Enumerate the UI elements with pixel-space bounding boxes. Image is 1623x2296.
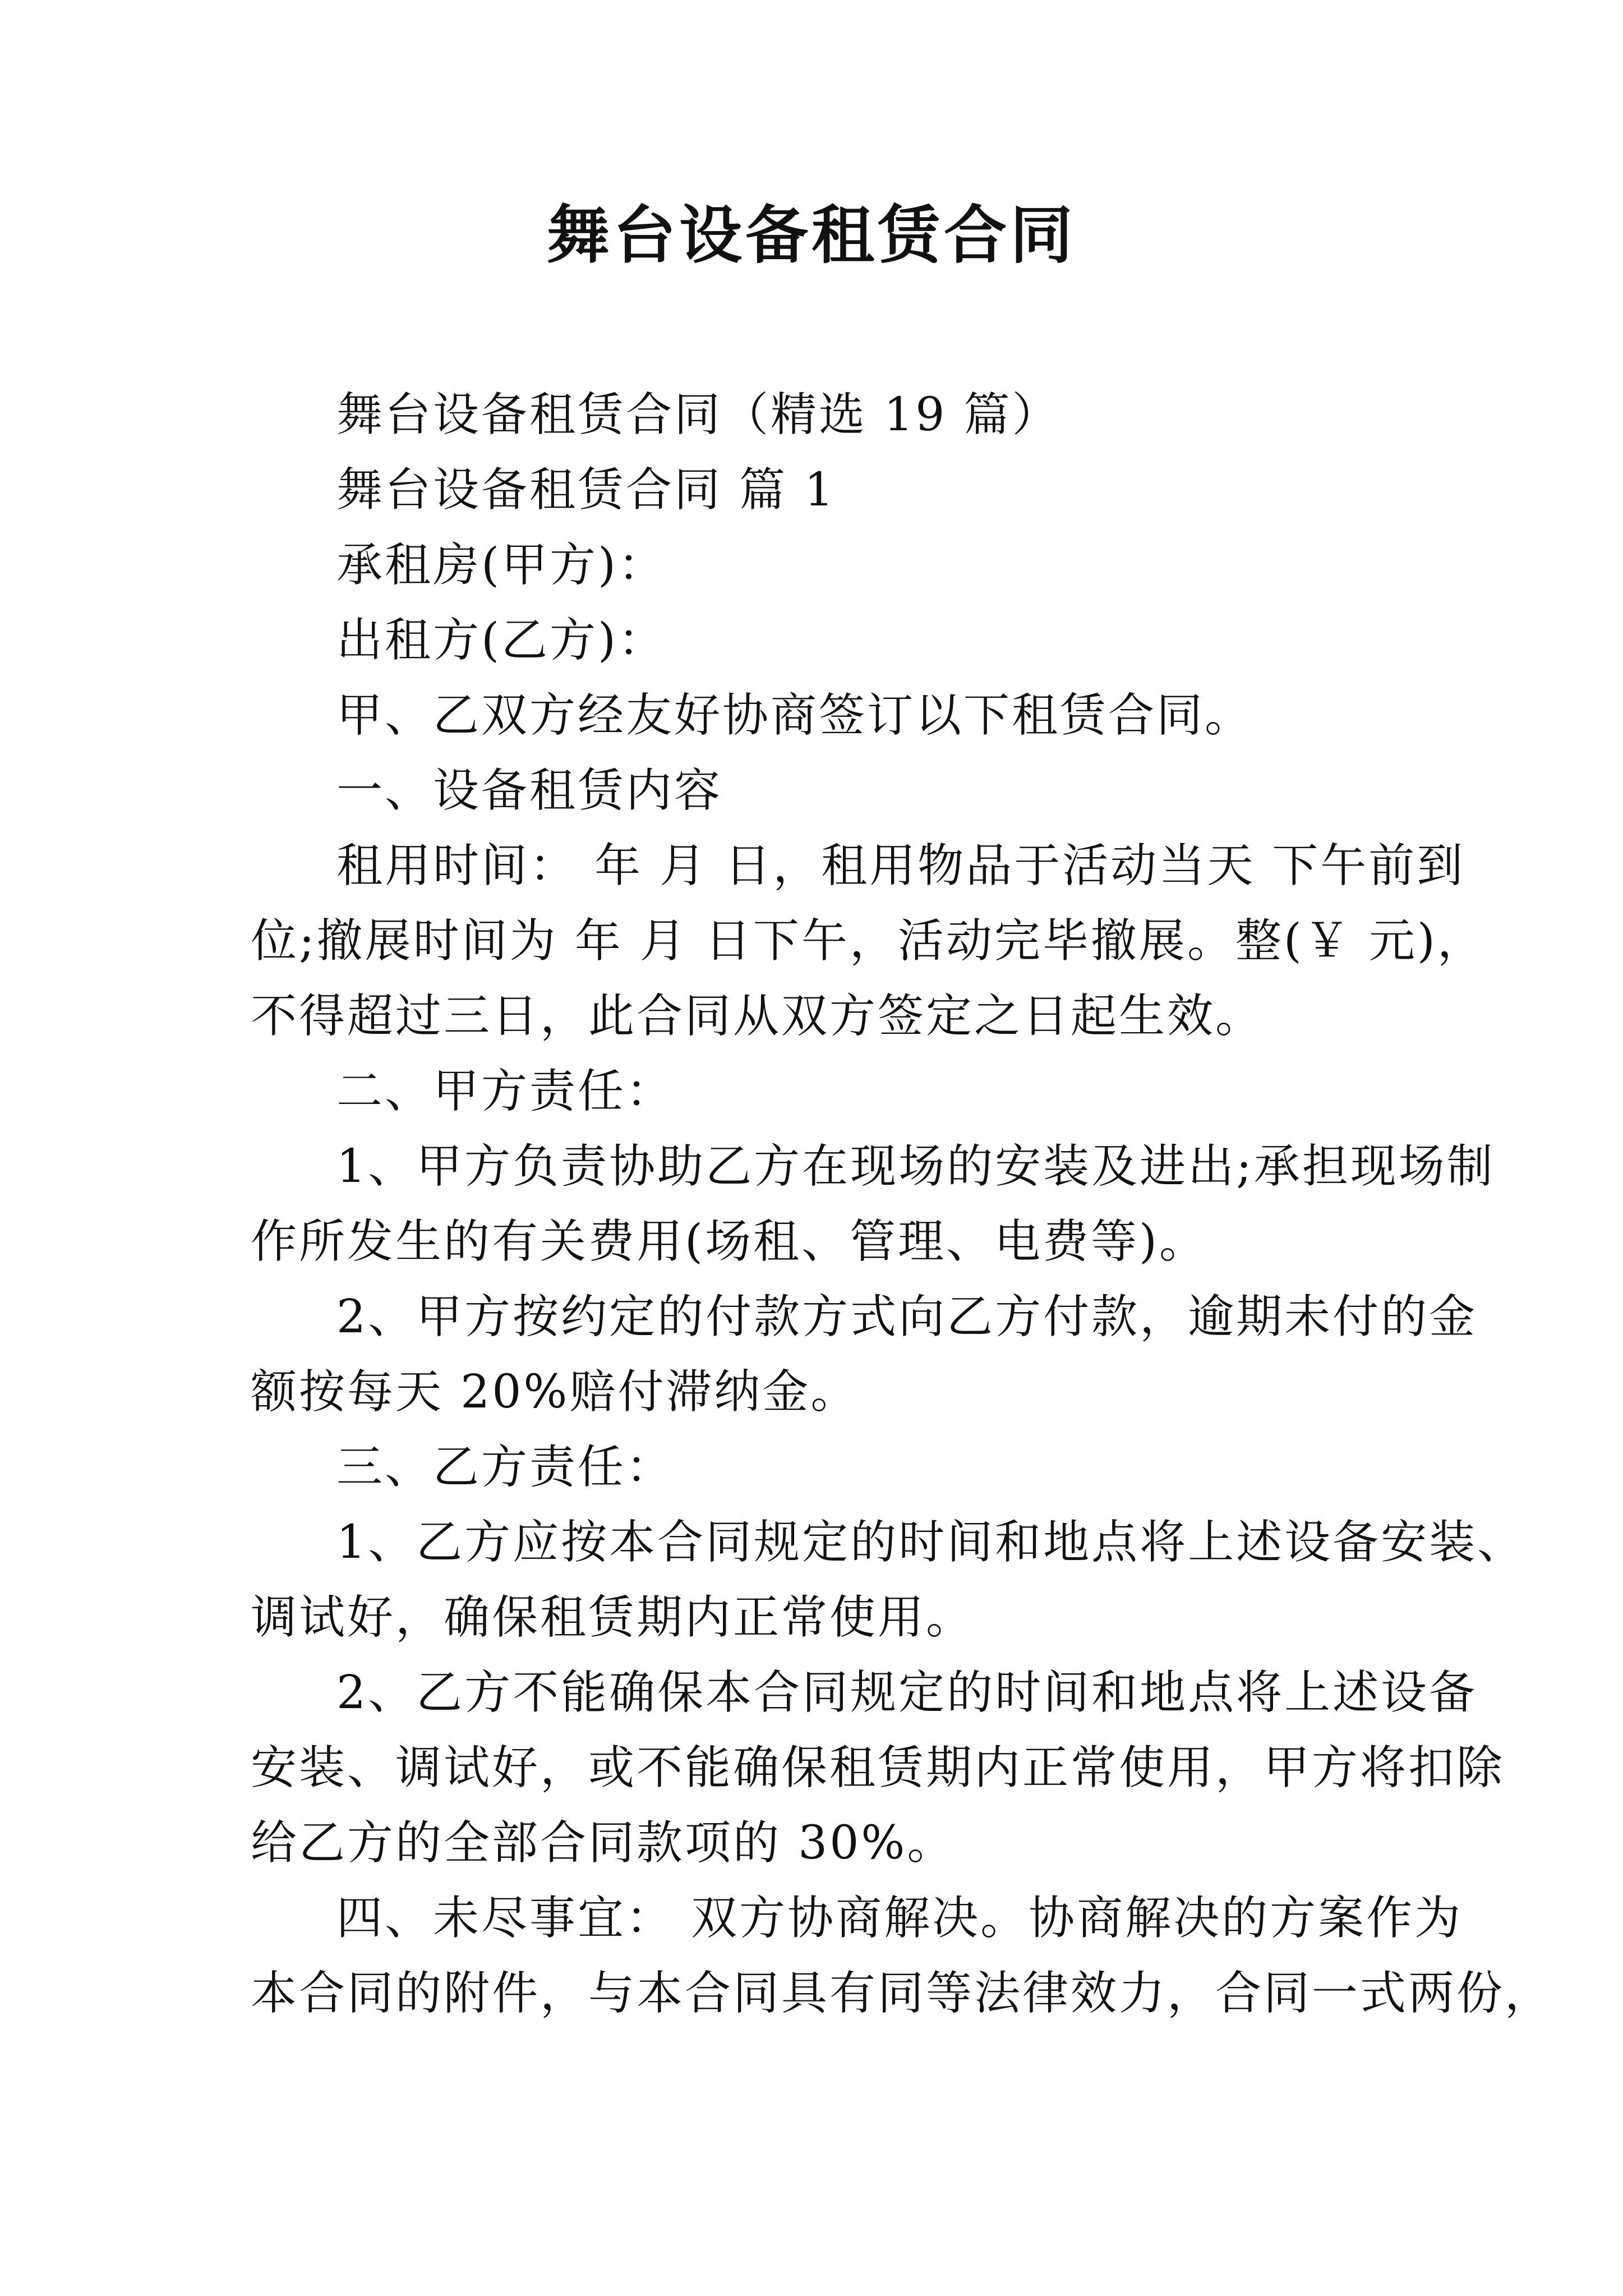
paragraph-line: 安装、调试好，或不能确保租赁期内正常使用，甲方将扣除 <box>251 1741 1505 1795</box>
paragraph-line: 不得超过三日，此合同从双方签定之日起生效。 <box>251 990 1264 1043</box>
paragraph-line: 本合同的附件，与本合同具有同等法律效力，合同一式两份， <box>251 1967 1553 2020</box>
paragraph-line: 位;撤展时间为 年 月 日下午，活动完毕撤展。整(￥ 元)， <box>251 914 1486 968</box>
subtitle-line: 舞台设备租赁合同（精选 19 篇） <box>336 388 1061 441</box>
clause-heading-3: 三、乙方责任： <box>336 1441 675 1494</box>
paragraph-line: 1、甲方负责协助乙方在现场的安装及进出;承担现场制 <box>336 1140 1495 1193</box>
paragraph-line: 租用时间： 年 月 日，租用物品于活动当天 下午前到 <box>336 839 1465 892</box>
lessee-line: 承租房(甲方)： <box>336 539 666 592</box>
intro-line: 甲、乙双方经友好协商签订以下租赁合同。 <box>336 689 1253 742</box>
paragraph-line: 给乙方的全部合同款项的 30%。 <box>251 1816 956 1870</box>
paragraph-line: 2、乙方不能确保本合同规定的时间和地点将上述设备 <box>336 1666 1478 1719</box>
paragraph-line: 额按每天 20%赔付滞纳金。 <box>251 1365 859 1419</box>
section-heading-line: 舞台设备租赁合同 篇 1 <box>336 463 836 517</box>
lessor-line: 出租方(乙方)： <box>336 614 666 667</box>
paragraph-line: 1、乙方应按本合同规定的时间和地点将上述设备安装、 <box>336 1516 1526 1569</box>
paragraph-line: 2、甲方按约定的付款方式向乙方付款，逾期未付的金 <box>336 1290 1478 1343</box>
clause-heading-2: 二、甲方责任： <box>336 1065 675 1118</box>
paragraph-line: 四、未尽事宜： 双方协商解决。协商解决的方案作为 <box>336 1892 1463 1945</box>
paragraph-line: 作所发生的有关费用(场租、管理、电费等)。 <box>251 1215 1207 1268</box>
document-title: 舞台设备租赁合同 <box>547 199 1076 272</box>
paragraph-line: 调试好，确保租赁期内正常使用。 <box>251 1591 975 1644</box>
clause-heading-1: 一、设备租赁内容 <box>336 764 723 817</box>
